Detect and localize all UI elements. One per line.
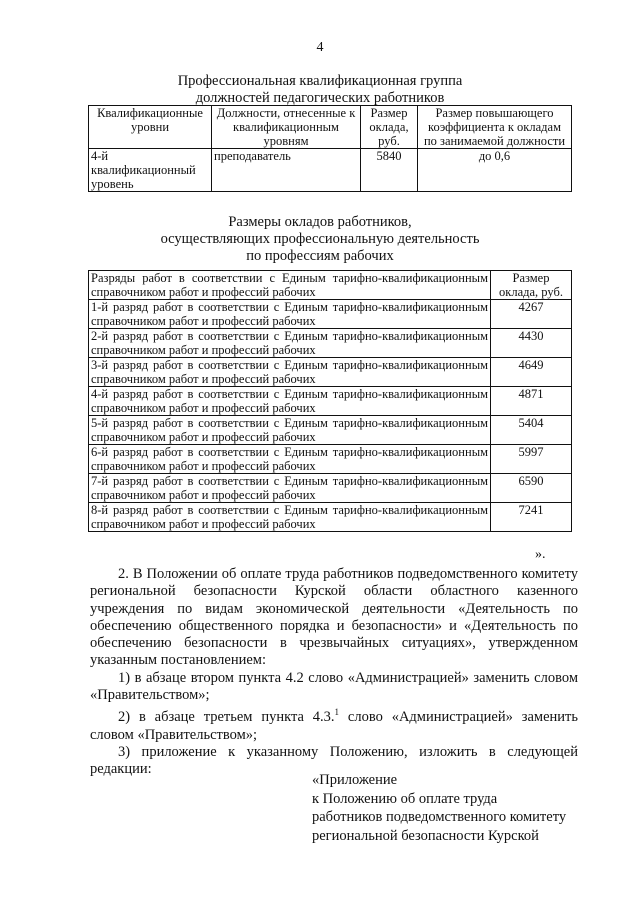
- paragraph-main: 2. В Положении об оплате труда работников подведомственного комитету региональной безопасности Курской области областного казенного учреждения по видам экономической деятельности «Деятельность по обеспечению общественного порядка и безопасности» и «Деятельность по обеспечению безопасности в чрезвычайных ситуациях», утвержденном указанным постановлением:: [90, 566, 578, 669]
- header-grade: Разряды работ в соответствии с Единым тарифно-квалификационным справочником работ и профессий рабочих: [89, 271, 491, 300]
- header-salary: Размер оклада, руб.: [361, 106, 418, 149]
- cell-level: 4-й квалификационный уровень: [89, 149, 212, 192]
- section2-title-line1: Размеры окладов работников,: [228, 214, 412, 230]
- appendix-line1: «Приложение: [312, 772, 398, 788]
- table-row: [89, 474, 572, 503]
- appendix-line3: работников подведомственного комитету: [312, 809, 567, 825]
- section2-title-line2: осуществляющих профессиональную деятельность: [160, 231, 480, 247]
- section2-title-line3: по профессиям рабочих: [246, 248, 394, 264]
- table-header-row: [89, 106, 572, 149]
- header-levels: Квалификационные уровни: [89, 106, 212, 149]
- table-header-row: [89, 271, 572, 300]
- table-row: [89, 300, 572, 329]
- amendment-text: [90, 566, 578, 778]
- appendix-heading: [312, 771, 566, 845]
- cell-salary: 4649: [491, 358, 572, 387]
- cell-salary: 5997: [491, 445, 572, 474]
- section1-title-line1: Профессиональная квалификационная группа: [177, 73, 463, 89]
- closing-quote: ».: [535, 547, 546, 562]
- cell-salary: 5404: [491, 416, 572, 445]
- item2-text-a: 2) в абзаце третьем пункта 4.3.: [118, 709, 335, 726]
- cell-salary: 4871: [491, 387, 572, 416]
- table-row: [89, 387, 572, 416]
- header-positions: Должности, отнесенные к квалификационным уровням: [212, 106, 361, 149]
- cell-salary: 4267: [491, 300, 572, 329]
- table-row: [89, 329, 572, 358]
- cell-grade: 7-й разряд работ в соответствии с Единым тарифно-квалификационным справочником работ и профессий рабочих: [89, 474, 491, 503]
- section1-title: [0, 73, 640, 107]
- table-row: [89, 149, 572, 192]
- cell-salary: 5840: [361, 149, 418, 192]
- appendix-line4: региональной безопасности Курской: [312, 827, 539, 844]
- section2-title: [0, 214, 640, 265]
- item2-text-b: слово «Администрацией» заменить словом «Правительством»;: [90, 709, 578, 743]
- cell-grade: 6-й разряд работ в соответствии с Единым тарифно-квалификационным справочником работ и профессий рабочих: [89, 445, 491, 474]
- cell-salary: 4430: [491, 329, 572, 358]
- worker-salary-table: [88, 270, 572, 532]
- cell-coefficient: до 0,6: [418, 149, 572, 192]
- page-number: 4: [316, 40, 324, 55]
- table-row: [89, 445, 572, 474]
- appendix-line2: к Положению об оплате труда: [312, 790, 498, 807]
- cell-grade: 4-й разряд работ в соответствии с Единым тарифно-квалификационным справочником работ и профессий рабочих: [89, 387, 491, 416]
- cell-salary: 7241: [491, 503, 572, 532]
- table-row: [89, 416, 572, 445]
- header-coefficient: Размер повышающего коэффициента к окладам по занимаемой должности: [418, 106, 572, 149]
- cell-grade: 2-й разряд работ в соответствии с Единым тарифно-квалификационным справочником работ и профессий рабочих: [89, 329, 491, 358]
- paragraph-item2: [90, 704, 578, 743]
- cell-grade: 8-й разряд работ в соответствии с Единым тарифно-квалификационным справочником работ и профессий рабочих: [89, 503, 491, 532]
- qualification-table: [88, 105, 572, 192]
- table-row: [89, 503, 572, 532]
- table-row: [89, 358, 572, 387]
- cell-grade: 3-й разряд работ в соответствии с Единым тарифно-квалификационным справочником работ и профессий рабочих: [89, 358, 491, 387]
- cell-position: преподаватель: [212, 149, 361, 192]
- header-salary: Размер оклада, руб.: [491, 271, 572, 300]
- cell-salary: 6590: [491, 474, 572, 503]
- paragraph-item3: 3) приложение к указанному Положению, изложить в следующей редакции:: [90, 743, 578, 778]
- section1-title-line2: должностей педагогических работников: [195, 90, 445, 106]
- item2-superscript: 1: [334, 707, 340, 718]
- cell-grade: 5-й разряд работ в соответствии с Единым тарифно-квалификационным справочником работ и профессий рабочих: [89, 416, 491, 445]
- cell-grade: 1-й разряд работ в соответствии с Единым тарифно-квалификационным справочником работ и профессий рабочих: [89, 300, 491, 329]
- paragraph-item1: 1) в абзаце втором пункта 4.2 слово «Администрацией» заменить словом «Правительством»;: [90, 669, 578, 704]
